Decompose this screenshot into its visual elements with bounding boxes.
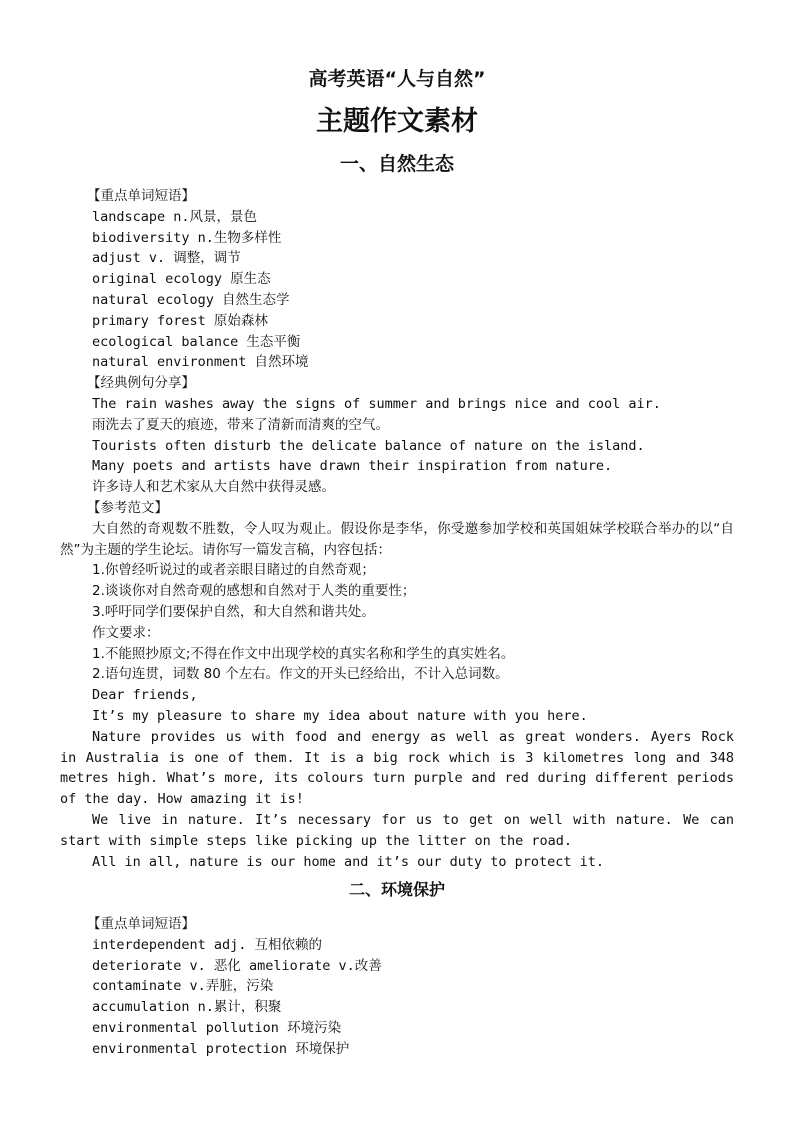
vocab-item: interdependent adj. 互相依赖的 <box>92 936 323 953</box>
vocab-heading: 【重点单词短语】 <box>87 188 195 204</box>
examples-heading: 【经典例句分享】 <box>87 375 195 392</box>
vocab-heading: 【重点单词短语】 <box>87 916 195 932</box>
example-sentence: The rain washes away the signs of summer and brings nice and cool air. <box>92 395 661 412</box>
essay-prompt: 大自然的奇观数不胜数，令人叹为观止。假设你是李华，你受邀参加学校和英国姐妹学校联合举办的以“自然”为主题的学生论坛。请你写一篇发言稿，内容包括： <box>60 520 734 558</box>
vocab-item: original ecology 原生态 <box>92 271 271 288</box>
vocab-item: deteriorate v. 恶化 ameliorate v.改善 <box>92 957 382 974</box>
essay-paragraph: All in all, nature is our home and it’s our duty to protect it. <box>92 853 605 870</box>
vocab-item: accumulation n.累计，积聚 <box>92 999 282 1016</box>
vocab-item: adjust v. 调整，调节 <box>92 250 241 267</box>
vocab-item: landscape n.风景，景色 <box>92 208 258 225</box>
vocab-item: natural environment 自然环境 <box>92 354 309 371</box>
vocab-item: environmental pollution 环境污染 <box>92 1019 342 1036</box>
essay-greeting: Dear friends, <box>92 687 198 704</box>
essay-paragraph: We live in nature. It’s necessary for us to get on well with nature. We can start with simple steps like picking up the litter on the road. <box>60 811 734 849</box>
requirement-item: 2.语句连贯，词数 80 个左右。作文的开头已经给出，不计入总词数。 <box>92 666 509 683</box>
example-translation: 雨洗去了夏天的痕迹，带来了清新而清爽的空气。 <box>92 416 389 433</box>
document-title: 高考英语“人与自然” <box>308 68 486 90</box>
essay-paragraph: It’s my pleasure to share my idea about nature with you here. <box>92 707 588 724</box>
document-subtitle: 主题作文素材 <box>316 106 478 137</box>
vocab-item: primary forest 原始森林 <box>92 312 268 329</box>
section-2-body <box>60 914 734 1060</box>
prompt-point: 2.谈谈你对自然奇观的感想和自然对于人类的重要性； <box>92 583 416 600</box>
vocab-item: contaminate v.弄脏，污染 <box>92 978 274 995</box>
essay-heading: 【参考范文】 <box>87 499 168 516</box>
vocab-item: environmental protection 环境保护 <box>92 1040 350 1057</box>
prompt-point: 3.呼吁同学们要保护自然，和大自然和谐共处。 <box>92 603 375 620</box>
section-1-body <box>60 186 734 872</box>
requirements-heading: 作文要求： <box>92 624 160 641</box>
prompt-point: 1.你曾经听说过的或者亲眼目睹过的自然奇观； <box>92 562 375 579</box>
vocab-item: natural ecology 自然生态学 <box>92 291 290 308</box>
example-sentence: Tourists often disturb the delicate balance of nature on the island. <box>92 437 645 454</box>
section-1-heading: 一、自然生态 <box>339 153 454 175</box>
requirement-item: 1.不能照抄原文;不得在作文中出现学校的真实名称和学生的真实姓名。 <box>92 645 515 662</box>
example-translation: 许多诗人和艺术家从大自然中获得灵感。 <box>92 479 335 496</box>
vocab-item: biodiversity n.生物多样性 <box>92 229 282 246</box>
essay-paragraph: Nature provides us with food and energy as well as great wonders. Ayers Rock in Australia is one of them. It is a big rock which is 3 kilometres long and 348 metres high. What’s more, its colours turn purple and red during different periods of the day. How amazing it is! <box>60 728 734 808</box>
vocab-item: ecological balance 生态平衡 <box>92 333 301 350</box>
section-2-heading: 二、环境保护 <box>348 880 445 899</box>
example-sentence: Many poets and artists have drawn their inspiration from nature. <box>92 458 613 475</box>
